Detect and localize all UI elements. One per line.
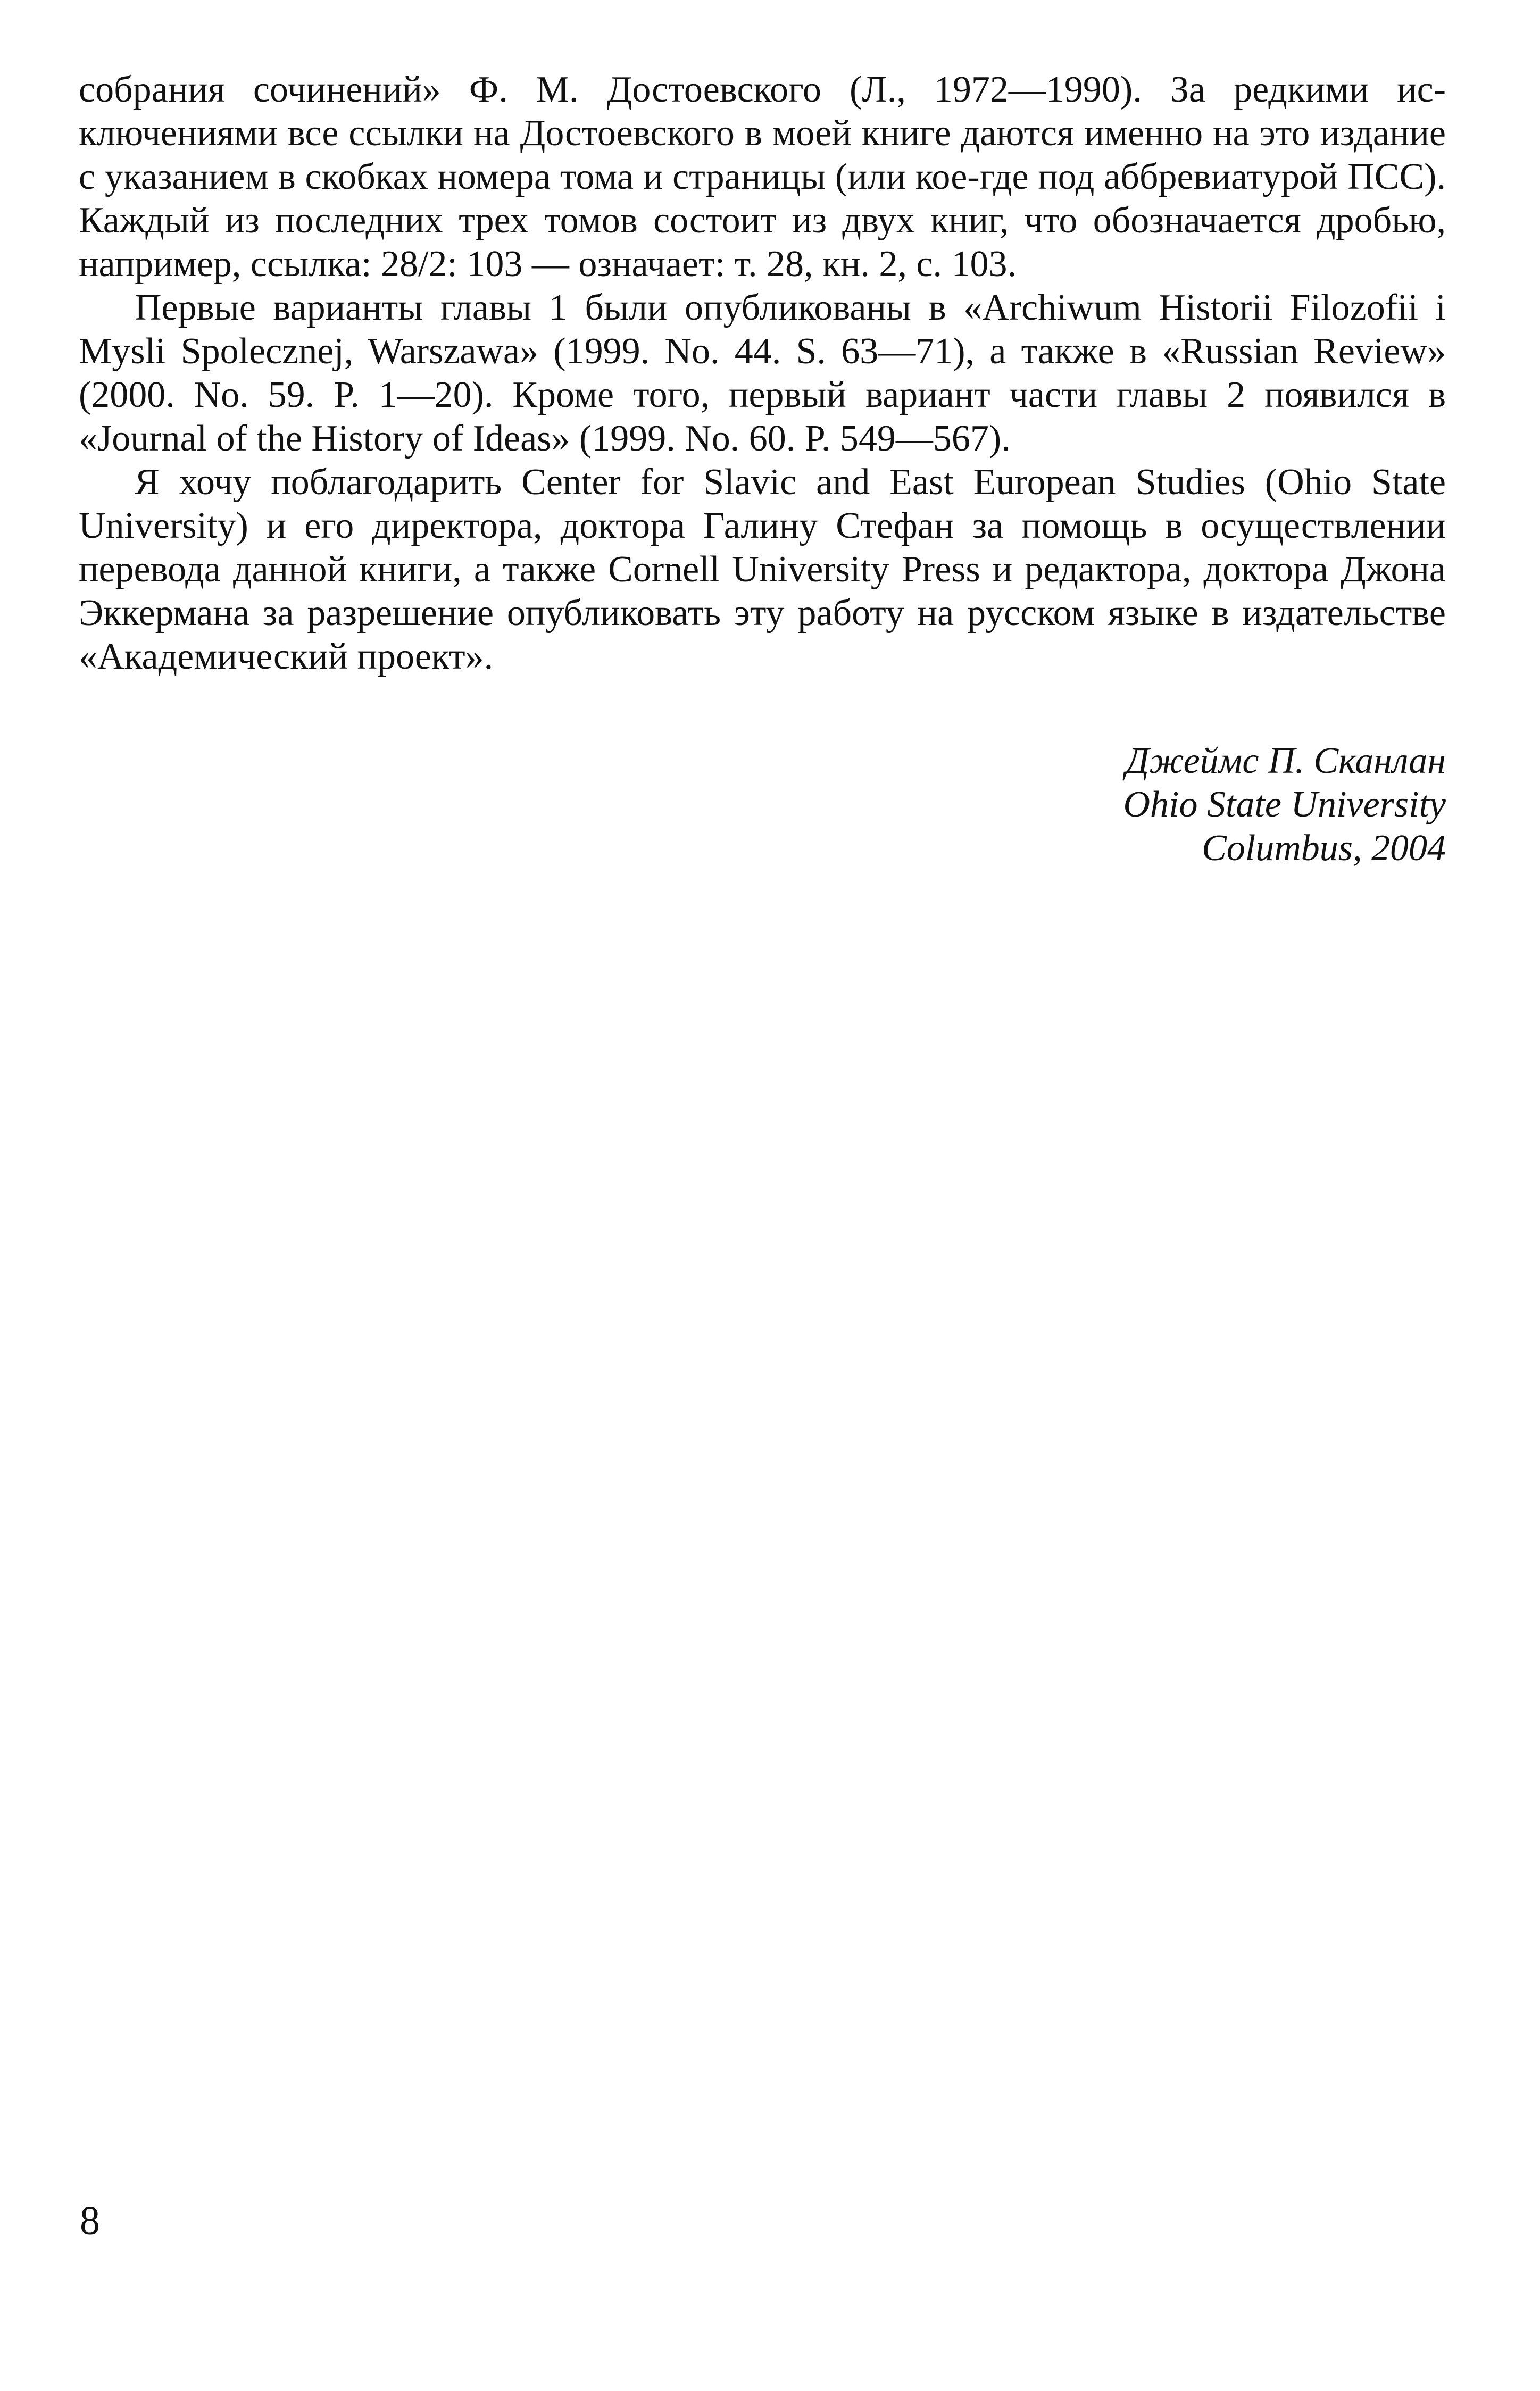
paragraph-1: собрания сочинений» Ф. М. Достоевского (Л., 1972—1990). За редкими исключениями все ссылки на Достоевского в моей книге даются именно на это издание с указанием в скобках номера тома и страницы (или кое-где под аббревиатурой ПСС). Каждый из последних трех томов состоит из двух книг, что обозначается дробью, например, ссылка: 28/2: 103 — означает: т. 28, кн. 2, с. 103. bbox=[79, 69, 1446, 285]
author-signature-block bbox=[1123, 739, 1446, 870]
author-affiliation: Ohio State University bbox=[1123, 784, 1446, 825]
main-text bbox=[79, 68, 1446, 679]
paragraph-2: Первые варианты главы 1 были опубликованы в «Archiwum Historii Filozofii i Mysli Spolecznej, Warszawa» (1999. No. 44. S. 63—71), а также в «Russian Review» (2000. No. 59. P. 1—20). Кроме того, первый вариант части главы 2 появился в «Journal of the History of Ideas» (1999. No. 60. P. 549—567). bbox=[79, 287, 1446, 459]
page-number: 8 bbox=[80, 2198, 100, 2243]
place-and-year: Columbus, 2004 bbox=[1202, 828, 1446, 869]
paragraph-3: Я хочу поблагодарить Center for Slavic and East European Studies (Ohio State University) и его директора, доктора Галину Стефан за помощь в осуществлении перевода данной книги, а также Cornell University Press и редактора, доктора Джона Эккермана за разрешение опубликовать эту работу на русском языке в издательстве «Академический проект». bbox=[79, 462, 1446, 677]
author-name: Джеймс П. Сканлан bbox=[1125, 740, 1446, 781]
